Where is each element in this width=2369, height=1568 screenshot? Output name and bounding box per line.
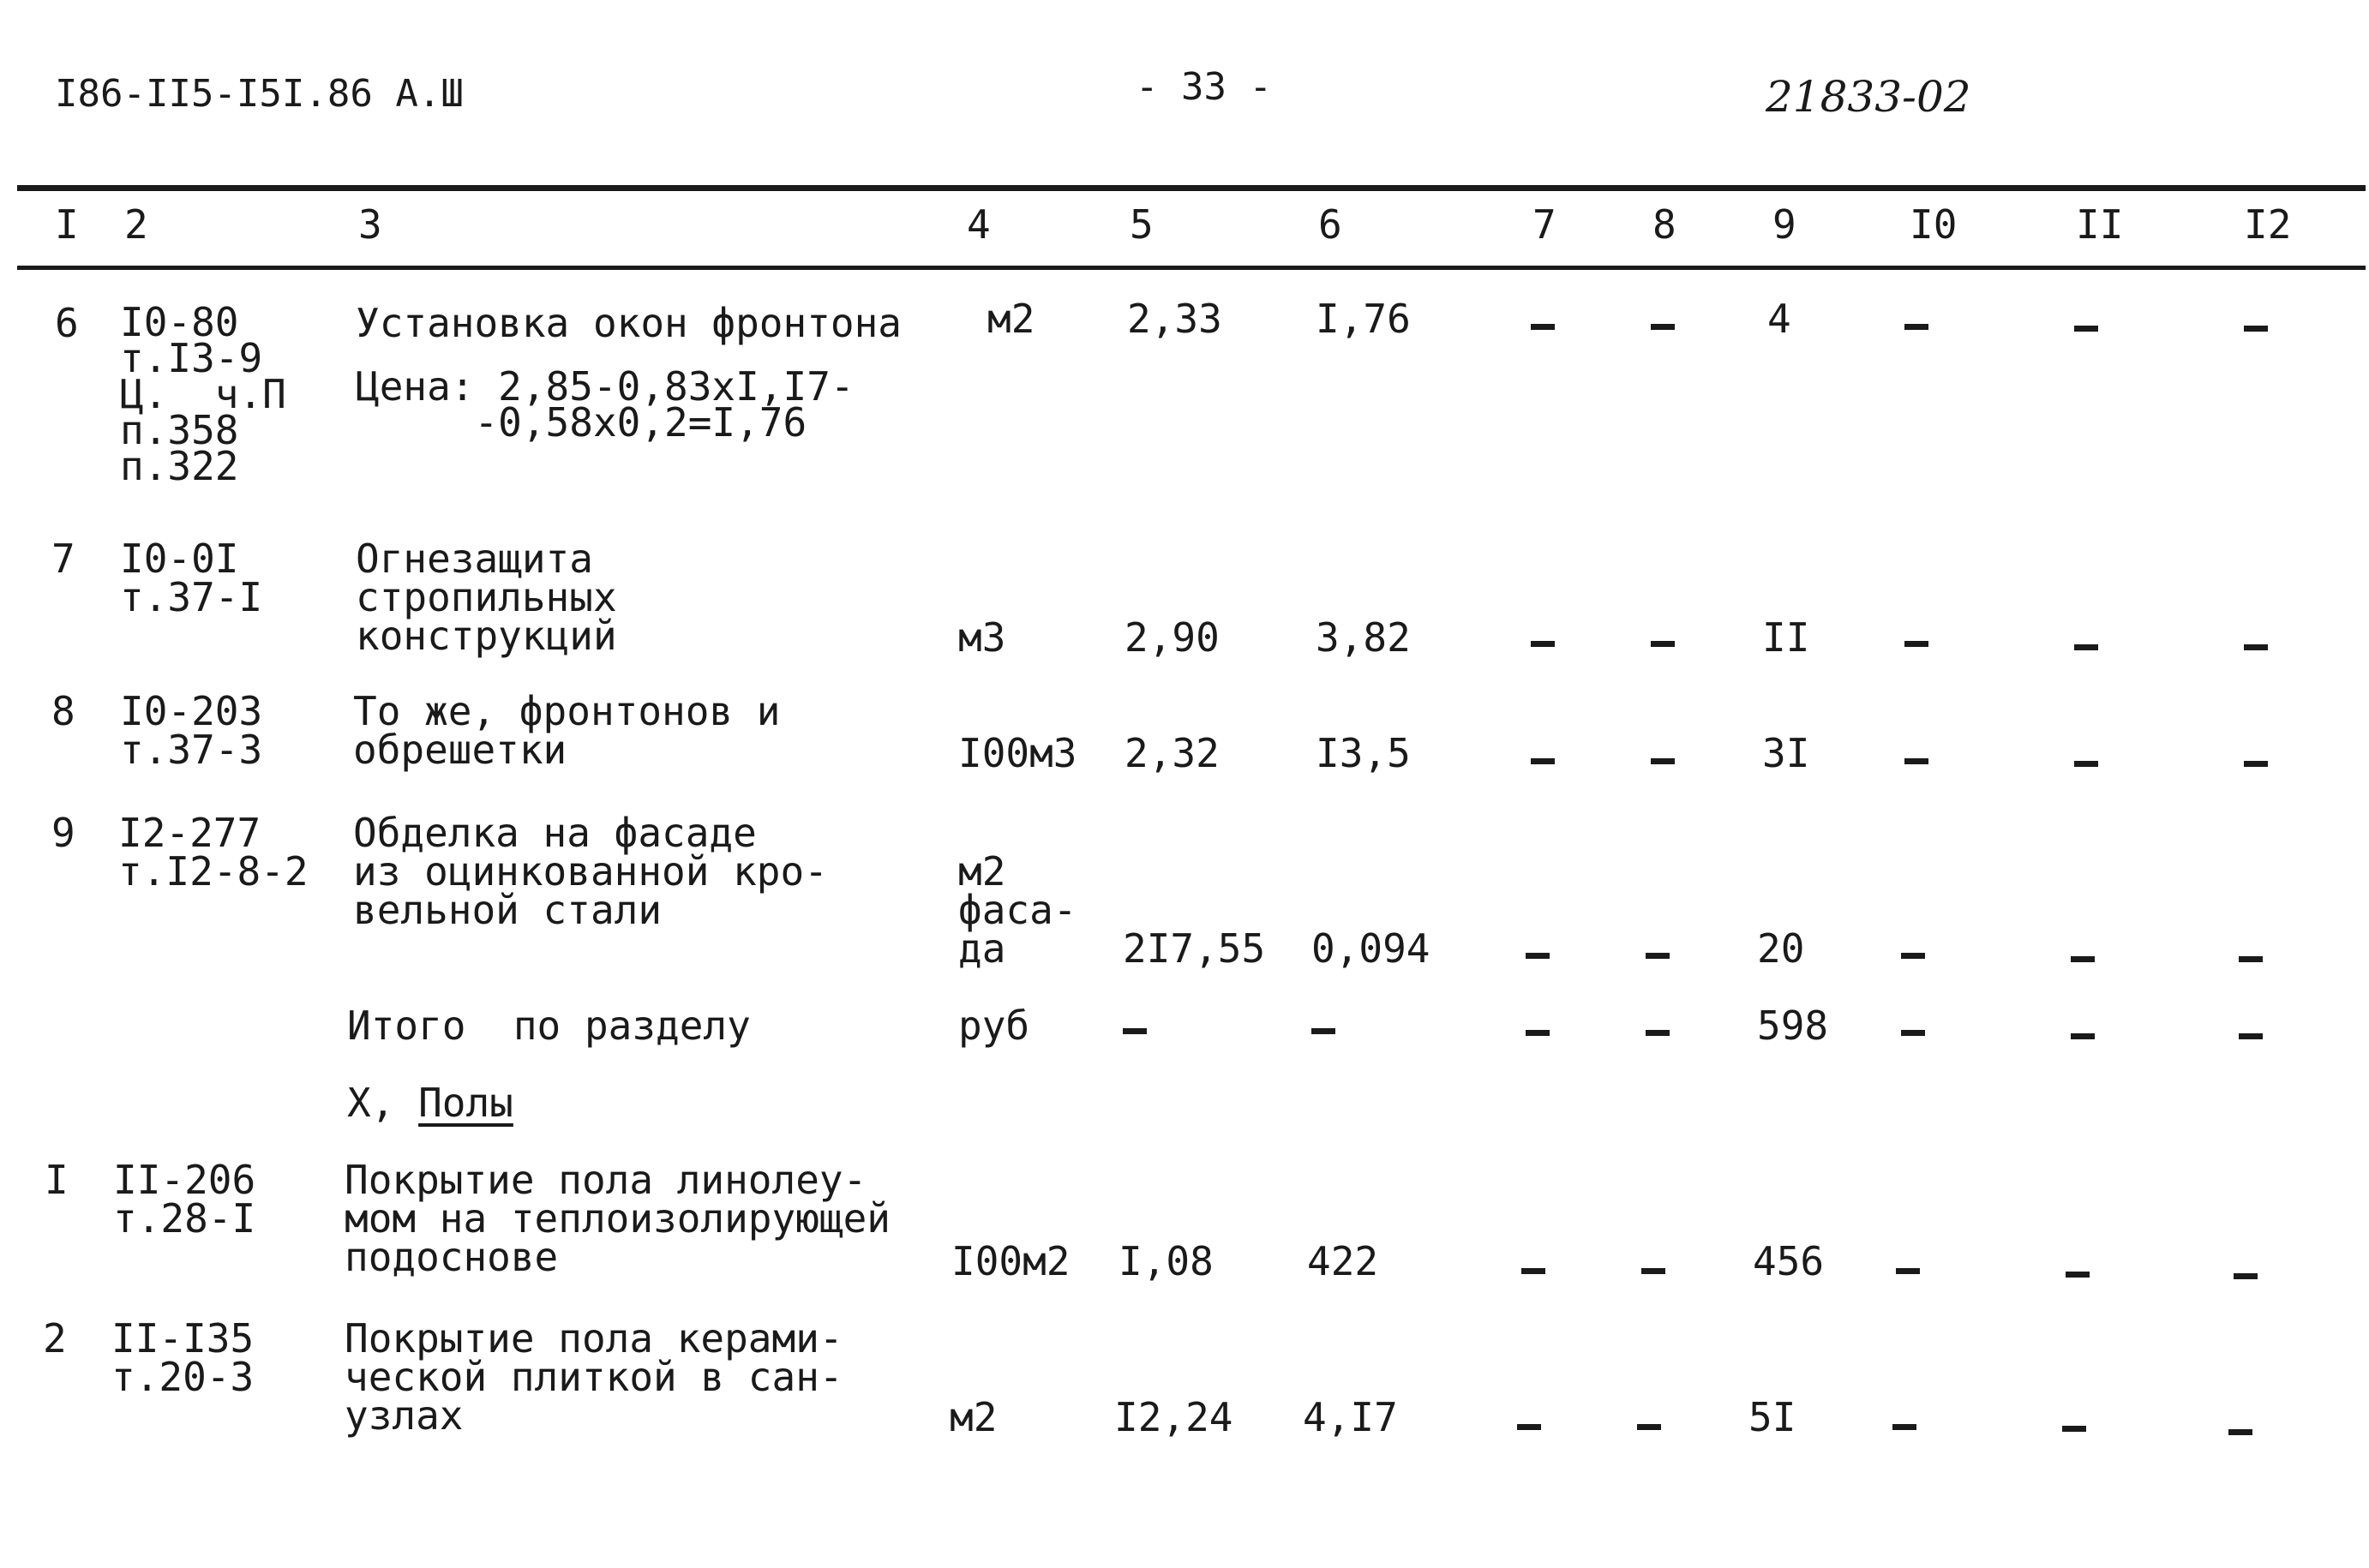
row-quantity: I,08 bbox=[1119, 1238, 1214, 1284]
dash-col-5 bbox=[1123, 1028, 1147, 1034]
column-header: 5 bbox=[1130, 201, 1154, 248]
row-description: Покрытие пола керами- ческой плиткой в сан- узлах bbox=[345, 1315, 843, 1439]
column-header: 9 bbox=[1772, 201, 1796, 248]
row-number: I bbox=[45, 1157, 69, 1203]
dash-col-8 bbox=[1641, 1268, 1665, 1274]
row-unit: м2 bbox=[987, 296, 1035, 342]
row-unit: I00м2 bbox=[951, 1238, 1071, 1284]
document-code: I86-II5-I5I.86 А.Ш bbox=[55, 72, 464, 116]
row-unit: руб bbox=[958, 1002, 1030, 1049]
row-number: 7 bbox=[51, 536, 75, 582]
column-header: 6 bbox=[1318, 201, 1342, 248]
dash-col-7 bbox=[1521, 1268, 1545, 1274]
column-header: 3 bbox=[358, 201, 382, 248]
dash-col-12 bbox=[2228, 1429, 2252, 1435]
dash-col-7 bbox=[1526, 953, 1550, 959]
dash-col-12 bbox=[2244, 644, 2268, 650]
dash-col-10 bbox=[1892, 1424, 1916, 1430]
column-header: 8 bbox=[1652, 201, 1676, 248]
subtotal-value: 598 bbox=[1757, 1002, 1829, 1049]
dash-col-7 bbox=[1531, 324, 1555, 330]
sheet-code: 21833-02 bbox=[1766, 72, 1971, 122]
column-header: I2 bbox=[2244, 201, 2292, 248]
row-unit-price: I3,5 bbox=[1316, 730, 1411, 776]
dash-col-10 bbox=[1904, 324, 1928, 330]
row-description: То же, фронтонов и обрешетки bbox=[353, 688, 781, 773]
dash-col-11 bbox=[2062, 1426, 2086, 1432]
dash-col-11 bbox=[2071, 956, 2095, 962]
row-unit-price: 0,094 bbox=[1311, 925, 1430, 972]
dash-col-8 bbox=[1637, 1424, 1661, 1430]
dash-col-11 bbox=[2074, 761, 2098, 767]
dash-col-7 bbox=[1531, 641, 1555, 647]
row-code: I0-80 т.I3-9 Ц. ч.П п.358 п.322 bbox=[120, 299, 286, 489]
dash-col-10 bbox=[1901, 953, 1925, 959]
dash-col-12 bbox=[2234, 1273, 2258, 1279]
row-unit-price: 422 bbox=[1307, 1238, 1379, 1284]
row-code: I2-277 т.I2-8-2 bbox=[118, 810, 309, 895]
dash-col-10 bbox=[1904, 641, 1928, 647]
row-total: 456 bbox=[1753, 1238, 1825, 1284]
row-quantity: I2,24 bbox=[1114, 1394, 1233, 1440]
row-code: I0-0I т.37-I bbox=[120, 536, 263, 620]
row-total: 3I bbox=[1762, 730, 1810, 776]
column-header: II bbox=[2076, 201, 2124, 248]
row-number: 9 bbox=[51, 810, 75, 856]
dash-col-8 bbox=[1646, 1030, 1670, 1036]
price-calculation-note: Цена: 2,85-0,83xI,I7- -0,58x0,2=I,76 bbox=[356, 363, 855, 446]
section-heading bbox=[347, 1080, 513, 1126]
row-description: Обделка на фасаде из оцинкованной кро- вельной стали bbox=[353, 810, 828, 933]
row-quantity: 2,33 bbox=[1127, 296, 1222, 342]
row-unit-price: 4,I7 bbox=[1303, 1394, 1398, 1440]
column-header: 2 bbox=[124, 201, 148, 248]
section-number: X, bbox=[347, 1080, 419, 1126]
row-unit-price: 3,82 bbox=[1316, 614, 1411, 661]
table-header-rule bbox=[17, 266, 2366, 270]
row-total: II bbox=[1762, 614, 1810, 661]
row-unit: м2 bbox=[950, 1394, 998, 1440]
dash-col-10 bbox=[1896, 1268, 1920, 1274]
row-unit: I00м3 bbox=[958, 730, 1077, 776]
dash-col-11 bbox=[2074, 326, 2098, 332]
dash-col-11 bbox=[2071, 1033, 2095, 1039]
row-quantity: 2I7,55 bbox=[1123, 925, 1266, 972]
dash-col-7 bbox=[1517, 1424, 1541, 1430]
dash-col-12 bbox=[2239, 1033, 2263, 1039]
row-unit-price: I,76 bbox=[1316, 296, 1411, 342]
row-number: 2 bbox=[43, 1315, 67, 1362]
dash-col-10 bbox=[1904, 758, 1928, 764]
section-title: Полы bbox=[418, 1080, 513, 1126]
subtotal-label: Итого по разделу bbox=[347, 1002, 751, 1049]
row-total: 4 bbox=[1767, 296, 1791, 342]
dash-col-11 bbox=[2074, 644, 2098, 650]
dash-col-8 bbox=[1651, 324, 1675, 330]
column-header: I0 bbox=[1910, 201, 1958, 248]
row-total: 20 bbox=[1757, 925, 1805, 972]
dash-col-11 bbox=[2066, 1272, 2090, 1278]
dash-col-8 bbox=[1651, 641, 1675, 647]
dash-col-8 bbox=[1646, 953, 1670, 959]
dash-col-7 bbox=[1526, 1030, 1550, 1036]
dash-col-6 bbox=[1311, 1028, 1335, 1034]
row-description: Установка окон фронтона bbox=[356, 300, 902, 346]
column-header: I bbox=[55, 201, 79, 248]
row-number: 6 bbox=[55, 300, 79, 346]
table-top-rule bbox=[17, 185, 2366, 191]
row-code: I0-203 т.37-3 bbox=[120, 688, 263, 773]
row-unit: м3 bbox=[958, 614, 1006, 661]
row-code: II-206 т.28-I bbox=[113, 1157, 256, 1242]
dash-col-8 bbox=[1651, 758, 1675, 764]
dash-col-10 bbox=[1901, 1030, 1925, 1036]
row-code: II-I35 т.20-3 bbox=[111, 1315, 255, 1400]
dash-col-12 bbox=[2244, 761, 2268, 767]
row-number: 8 bbox=[51, 688, 75, 734]
row-unit: м2 фаса- да bbox=[958, 848, 1077, 972]
column-header: 4 bbox=[967, 201, 991, 248]
dash-col-12 bbox=[2244, 326, 2268, 332]
row-quantity: 2,32 bbox=[1125, 730, 1220, 776]
dash-col-7 bbox=[1531, 758, 1555, 764]
row-description: Огнезащита стропильных конструкций bbox=[356, 536, 617, 659]
row-quantity: 2,90 bbox=[1125, 614, 1220, 661]
row-description: Покрытие пола линолеу- мом на теплоизолирующей подоснове bbox=[345, 1157, 891, 1280]
column-header: 7 bbox=[1532, 201, 1556, 248]
dash-col-12 bbox=[2239, 956, 2263, 962]
page-number: - 33 - bbox=[1136, 65, 1272, 109]
row-total: 5I bbox=[1748, 1394, 1796, 1440]
